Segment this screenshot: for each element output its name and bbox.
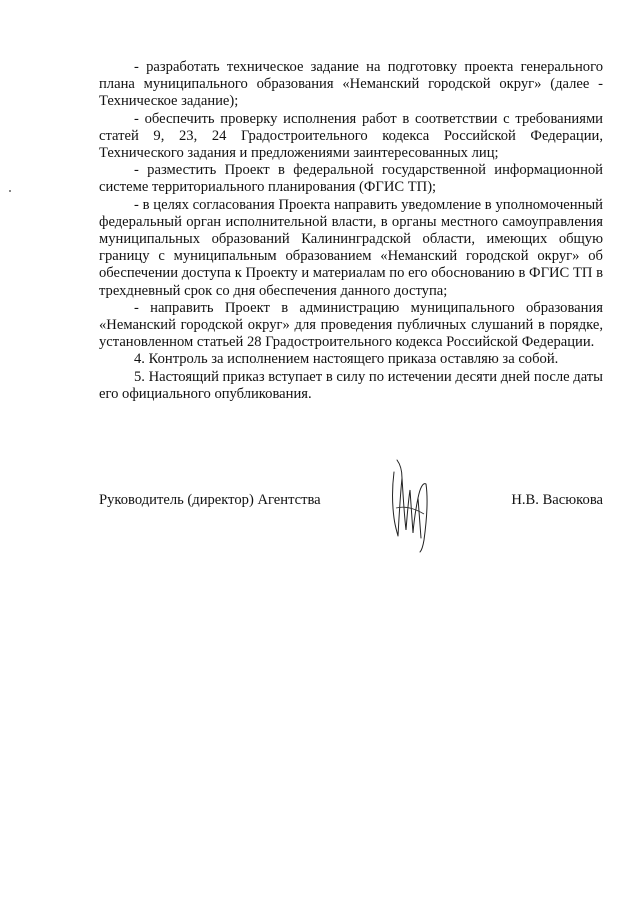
paragraph-control: 4. Контроль за исполнением настоящего приказа оставляю за собой.: [134, 351, 559, 368]
handwritten-signature: [380, 458, 440, 553]
margin-dot: [9, 190, 11, 192]
signature-row: [99, 492, 603, 512]
paragraph-entry-into-force: 5. Настоящий приказ вступает в силу по истечении десяти дней после даты его официального опубликования.: [99, 368, 603, 402]
paragraph-notification: - в целях согласования Проекта направить уведомление в уполномоченный федеральный орган исполнительной власти, в органы местного самоуправления муниципальных образований Калининградской области, имеющих общую границу с муниципальным образованием «Неманский городской округ» об обеспечении доступа к Проекту и материалам по его обоснованию в ФГИС ТП в трехдневный срок со дня обеспечения данного доступа;: [99, 196, 603, 299]
signer-title: Руководитель (директор) Агентства: [99, 492, 321, 508]
paragraph-technical-task: - разработать техническое задание на подготовку проекта генерального плана муниципального образования «Неманский городской округ» (далее - Техническое задание);: [99, 59, 603, 110]
paragraph-public-hearings: - направить Проект в администрацию муниципального образования «Неманский городской округ» для проведения публичных слушаний в порядке, установленном статьей 28 Градостроительного кодекса Российской Федерации.: [99, 299, 603, 351]
signer-name: Н.В. Васюкова: [511, 492, 603, 508]
paragraph-verification: - обеспечить проверку исполнения работ в соответствии с требованиями статей 9, 23, 24 Градостроительного кодекса Российской Федерации, Технического задания и предложениями заинтересованных лиц;: [99, 110, 603, 162]
paragraph-fgis-placement: - разместить Проект в федеральной государственной информационной системе территориального планирования (ФГИС ТП);: [99, 162, 603, 196]
document-body: [99, 59, 603, 403]
